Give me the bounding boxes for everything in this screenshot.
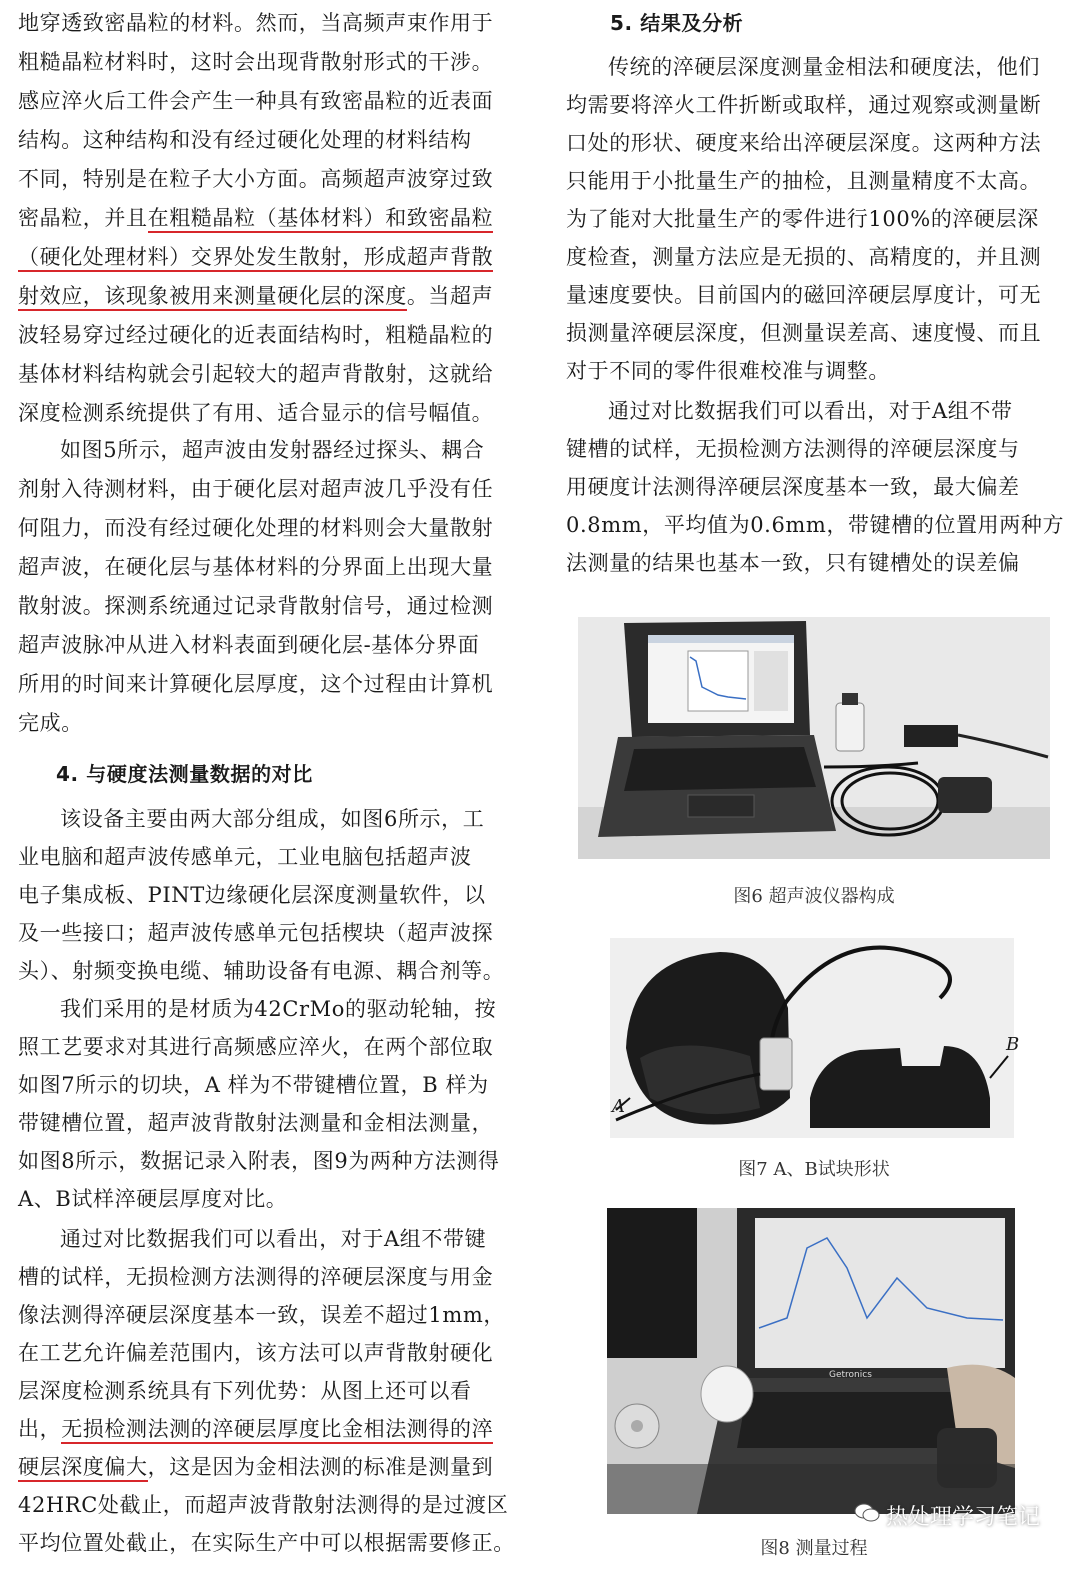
body-line: 该设备主要由两大部分组成，如图6所示，工	[60, 807, 485, 831]
body-line: 射效应，该现象被用来测量硬化层的深度。当超声	[18, 277, 493, 315]
body-line: 对于不同的零件很难校准与调整。	[566, 359, 890, 383]
figure-7-label-b: B	[1006, 1034, 1020, 1055]
body-line: 像法测得淬硬层深度基本一致，误差不超过1mm，	[18, 1303, 505, 1327]
body-line: 散射波。探测系统通过记录背散射信号，通过检测	[18, 594, 494, 618]
body-line: 基体材料结构就会引起较大的超声背散射，这就给	[18, 362, 494, 386]
body-line: 带键槽位置，超声波背散射法测量和金相法测量，	[18, 1111, 494, 1135]
figure-7-caption: 图7 A、B试块形状	[738, 1159, 890, 1180]
body-line: 损测量淬硬层深度，但测量误差高、速度慢、而且	[566, 321, 1042, 345]
body-line: 超声波脉冲从进入材料表面到硬化层-基体分界面	[18, 633, 480, 657]
body-line: 头）、射频变换电缆、辅助设备有电源、耦合剂等。	[18, 959, 505, 983]
body-line: 如图5所示，超声波由发射器经过探头、耦合	[60, 438, 485, 462]
body-line: 42HRC处截止，而超声波背散射法测得的是过渡区	[18, 1493, 509, 1517]
body-line: 平均位置处截止，在实际生产中可以根据需要修正。	[18, 1531, 515, 1555]
body-line	[18, 238, 493, 276]
body-line: 何阻力，而没有经过硬化处理的材料则会大量散射	[18, 516, 494, 540]
body-line: 键槽的试样，无损检测方法测得的淬硬层深度与	[566, 437, 1020, 461]
watermark-text: 热处理学习笔记	[885, 1505, 1040, 1530]
body-line: 我们采用的是材质为42CrMo的驱动轮轴，按	[60, 997, 497, 1021]
section-heading-5: 5. 结果及分析	[610, 11, 744, 35]
highlight-underline: 在粗糙晶粒（基体材料）和致密晶粒	[148, 206, 494, 233]
body-line: 层深度检测系统具有下列优势：从图上还可以看	[18, 1379, 472, 1403]
watermark	[854, 1500, 1040, 1531]
body-line: 通过对比数据我们可以看出，对于A组不带	[608, 399, 1013, 423]
body-line: 用硬度计法测得淬硬层深度基本一致，最大偏差	[566, 475, 1020, 499]
highlight-underline: （硬化处理材料）交界处发生散射，形成超声背散	[18, 245, 493, 272]
body-line: 槽的试样，无损检测方法测得的淬硬层深度与用金	[18, 1265, 494, 1289]
body-line: 度检查，测量方法应是无损的、高精度的，并且测	[566, 245, 1042, 269]
figure-8-photo	[607, 1208, 1015, 1514]
figure-7-label-a: A	[612, 1096, 625, 1117]
body-line: 只能用于小批量生产的抽检，且测量精度不太高。	[566, 169, 1042, 193]
body-line: 为了能对大批量生产的零件进行100%的淬硬层深	[566, 207, 1039, 231]
body-line: 不同，特别是在粒子大小方面。高频超声波穿过致	[18, 167, 494, 191]
body-line: 如图8所示，数据记录入附表，图9为两种方法测得	[18, 1149, 500, 1173]
figure-6-photo	[578, 617, 1050, 859]
body-line: 0.8mm，平均值为0.6mm，带键槽的位置用两种方	[566, 513, 1065, 537]
body-line: A、B试样淬硬层厚度对比。	[18, 1187, 288, 1211]
body-line: 超声波，在硬化层与基体材料的分界面上出现大量	[18, 555, 494, 579]
test-blocks-illustration	[610, 938, 1014, 1138]
body-line: 电子集成板、PINT边缘硬化层深度测量软件，以	[18, 883, 486, 907]
body-line: 所用的时间来计算硬化层厚度，这个过程由计算机	[18, 672, 494, 696]
figure-7-photo	[610, 938, 1020, 1138]
body-line: 剂射入待测材料，由于硬化层对超声波几乎没有任	[18, 477, 494, 501]
body-line: 出，无损检测法测的淬硬层厚度比金相法测得的淬	[18, 1410, 493, 1448]
highlight-underline: 硬层深度偏大	[18, 1455, 148, 1482]
body-line: 在工艺允许偏差范围内，该方法可以声背散射硬化	[18, 1341, 494, 1365]
body-line: 感应淬火后工件会产生一种具有致密晶粒的近表面	[18, 89, 494, 113]
body-line: 硬层深度偏大，这是因为金相法测的标准是测量到	[18, 1448, 493, 1486]
measurement-process-illustration	[607, 1208, 1015, 1514]
highlight-underline: 无损检测法测的淬硬层厚度比金相法测得的淬	[61, 1417, 493, 1444]
body-line: 波轻易穿过经过硬化的近表面结构时，粗糙晶粒的	[18, 323, 494, 347]
body-line: 传统的淬硬层深度测量金相法和硬度法，他们	[608, 55, 1040, 79]
body-line: 照工艺要求对其进行高频感应淬火，在两个部位取	[18, 1035, 494, 1059]
body-line: 深度检测系统提供了有用、适合显示的信号幅值。	[18, 401, 494, 425]
body-line: 业电脑和超声波传感单元，工业电脑包括超声波	[18, 845, 472, 869]
highlight-underline: 射效应，该现象被用来测量硬化层的深度	[18, 284, 407, 311]
body-line: 地穿透致密晶粒的材料。然而，当高频声束作用于	[18, 11, 494, 35]
body-line: 通过对比数据我们可以看出，对于A组不带键	[60, 1227, 487, 1251]
body-line: 如图7所示的切块，A 样为不带键槽位置，B 样为	[18, 1073, 489, 1097]
figure-6-caption: 图6 超声波仪器构成	[733, 886, 895, 907]
body-line: 均需要将淬火工件折断或取样，通过观察或测量断	[566, 93, 1042, 117]
body-line: 粗糙晶粒材料时，这时会出现背散射形式的干涉。	[18, 50, 494, 74]
wechat-icon	[854, 1502, 880, 1530]
ultrasonic-instrument-illustration	[578, 617, 1050, 859]
body-line: 口处的形状、硬度来给出淬硬层深度。这两种方法	[566, 131, 1042, 155]
figure-8-caption: 图8 测量过程	[760, 1538, 868, 1559]
body-line: 法测量的结果也基本一致，只有键槽处的误差偏	[566, 551, 1020, 575]
body-line: 结构。这种结构和没有经过硬化处理的材料结构	[18, 128, 472, 152]
body-line: 量速度要快。目前国内的磁回淬硬层厚度计，可无	[566, 283, 1042, 307]
section-heading-4: 4. 与硬度法测量数据的对比	[56, 762, 313, 786]
body-line: 及一些接口；超声波传感单元包括楔块（超声波探	[18, 921, 494, 945]
body-line: 完成。	[18, 711, 83, 735]
body-line: 密晶粒，并且在粗糙晶粒（基体材料）和致密晶粒	[18, 199, 493, 237]
laptop-brand-label: Getronics	[829, 1370, 872, 1380]
